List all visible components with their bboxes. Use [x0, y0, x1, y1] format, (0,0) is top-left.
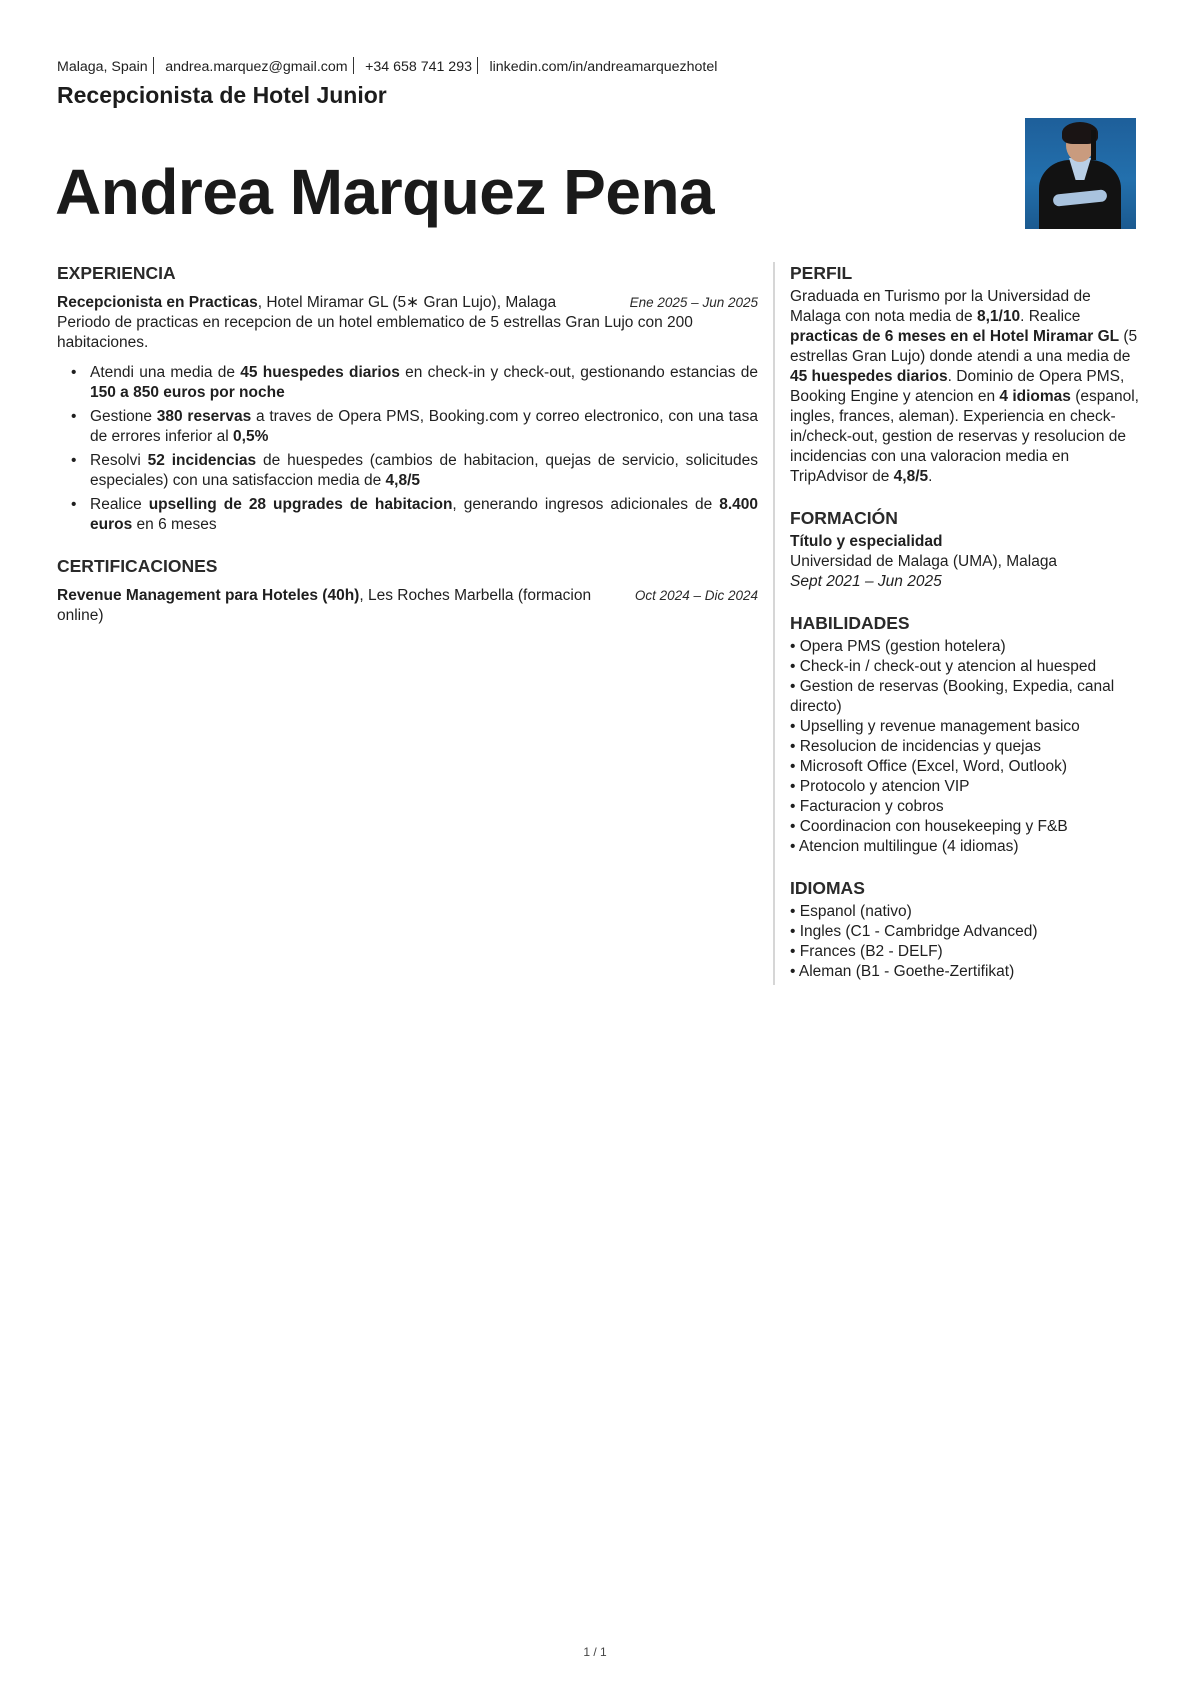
certification-date: Oct 2024 – Dic 2024 [634, 588, 758, 603]
certification-entry [57, 586, 758, 626]
separator [477, 57, 479, 74]
education-section [790, 507, 1145, 592]
highlight-text: 8.400 euros [90, 496, 759, 533]
experience-bullet: • Resolvi 52 incidencias de huespedes (cambios de habitacion, quejas de servicio, solicitudes especiales) con una satisfaccion media de 4,8/5 [71, 452, 759, 489]
skill-item: • Opera PMS (gestion hotelera) [790, 638, 1006, 655]
section-title-skills: HABILIDADES [790, 613, 910, 633]
experience-bullet: • Realice upselling de 28 upgrades de habitacion, generando ingresos adicionales de 8.400 euros en 6 meses [71, 496, 759, 533]
separator [153, 57, 155, 74]
education-school: Universidad de Malaga (UMA), Malaga [790, 553, 1058, 570]
skill-item: • Coordinacion con housekeeping y F&B [790, 818, 1068, 835]
contact-line [57, 57, 717, 75]
highlight-text: 4,8/5 [385, 472, 421, 489]
highlight-text: 8,1/10 [976, 308, 1021, 325]
section-title-profile: PERFIL [790, 263, 853, 283]
experience-bullet: • Atendi una media de 45 huespedes diarios en check-in y check-out, gestionando estancias de 150 a 850 euros por noche [71, 364, 758, 401]
skill-item: • Atencion multilingue (4 idiomas) [790, 838, 1019, 855]
candidate-name: Andrea Marquez Pena [55, 156, 715, 228]
skill-item: • Gestion de reservas (Booking, Expedia, canal directo) [790, 678, 1115, 715]
right-column [775, 262, 1145, 1002]
bullet-icon: • [71, 452, 77, 469]
skill-item: • Check-in / check-out y atencion al huesped [790, 658, 1097, 675]
skill-item: • Resolucion de incidencias y quejas [790, 738, 1041, 755]
experience-date: Ene 2025 – Jun 2025 [629, 295, 758, 310]
experience-entry-header [57, 293, 758, 313]
education-degree [790, 532, 1145, 552]
education-date: Sept 2021 – Jun 2025 [790, 573, 942, 590]
language-item: • Aleman (B1 - Goethe-Zertifikat) [790, 963, 1015, 980]
contact-phone[interactable]: +34 658 741 293 [365, 59, 472, 75]
highlight-text: 52 incidencias [147, 452, 257, 469]
bullet-icon: • [71, 408, 77, 425]
job-title: Recepcionista de Hotel Junior [57, 82, 387, 108]
section-title-certifications: CERTIFICACIONES [57, 556, 218, 576]
languages-list [790, 902, 1145, 982]
experience-role: Recepcionista en Practicas [57, 294, 258, 311]
experience-section [57, 262, 758, 535]
certification-text [57, 586, 617, 626]
left-column [57, 262, 758, 626]
experience-description: Periodo de practicas en recepcion de un hotel emblematico de 5 estrellas Gran Lujo con 200 habitaciones. [57, 314, 693, 351]
language-item: • Frances (B2 - DELF) [790, 943, 943, 960]
experience-bullet: • Gestione 380 reservas a traves de Opera PMS, Booking.com y correo electronico, con una tasa de errores inferior al 0,5% [71, 408, 758, 445]
certifications-section [57, 555, 758, 626]
skill-item: • Facturacion y cobros [790, 798, 944, 815]
highlight-text: 45 huespedes diarios [240, 364, 400, 381]
language-item: • Ingles (C1 - Cambridge Advanced) [790, 923, 1038, 940]
skill-item: • Upselling y revenue management basico [790, 718, 1080, 735]
highlight-text: 0,5% [233, 428, 269, 445]
contact-email[interactable]: andrea.marquez@gmail.com [165, 59, 348, 75]
certification-org: , Les Roches Marbella (formacion online) [57, 587, 592, 624]
photo-cap-tassel [1091, 130, 1096, 160]
page-number: 1 / 1 [583, 1645, 607, 1659]
bullet-icon: • [71, 364, 77, 381]
highlight-text: 380 reservas [156, 408, 252, 425]
highlight-text: 45 huespedes diarios [790, 368, 948, 385]
section-title-languages: IDIOMAS [790, 878, 865, 898]
highlight-text: 4,8/5 [893, 468, 929, 485]
experience-role-line [57, 293, 556, 313]
skill-item: • Microsoft Office (Excel, Word, Outlook) [790, 758, 1068, 775]
skills-list [790, 637, 1145, 857]
profile-photo [1025, 118, 1136, 229]
bullet-icon: • [71, 496, 77, 513]
profile-summary: Graduada en Turismo por la Universidad de Malaga con nota media de 8,1/10. Realice practicas de 6 meses en el Hotel Miramar GL (5 estrellas Gran Lujo) donde atendi a una media de 45 huespedes diarios. Dominio de Opera PMS, Booking Engine y atencion en 4 idiomas (espanol, ingles, frances, aleman). Experiencia en check-in/check-out, gestion de reservas y resolucion de incidencias con una valoracion media en TripAdvisor de 4,8/5. [790, 288, 1139, 485]
experience-bullets [57, 363, 758, 535]
language-item: • Espanol (nativo) [790, 903, 912, 920]
separator [353, 57, 355, 74]
section-title-experience: EXPERIENCIA [57, 263, 176, 283]
profile-section [790, 262, 1145, 487]
highlight-text: 150 a 850 euros por noche [90, 384, 285, 401]
skill-item: • Protocolo y atencion VIP [790, 778, 970, 795]
languages-section [790, 877, 1145, 982]
education-degree-label: Título y especialidad [790, 533, 943, 550]
highlight-text: 4 idiomas [999, 388, 1071, 405]
highlight-text: upselling de 28 upgrades de habitacion [148, 496, 453, 513]
contact-location: Malaga, Spain [57, 59, 148, 75]
skills-section [790, 612, 1145, 857]
experience-org: , Hotel Miramar GL (5∗ Gran Lujo), Malaga [257, 294, 557, 311]
contact-linkedin[interactable]: linkedin.com/in/andreamarquezhotel [489, 59, 718, 75]
section-title-education: FORMACIÓN [790, 508, 898, 528]
highlight-text: practicas de 6 meses en el Hotel Miramar GL [790, 328, 1120, 345]
certification-name: Revenue Management para Hoteles (40h) [57, 587, 360, 604]
